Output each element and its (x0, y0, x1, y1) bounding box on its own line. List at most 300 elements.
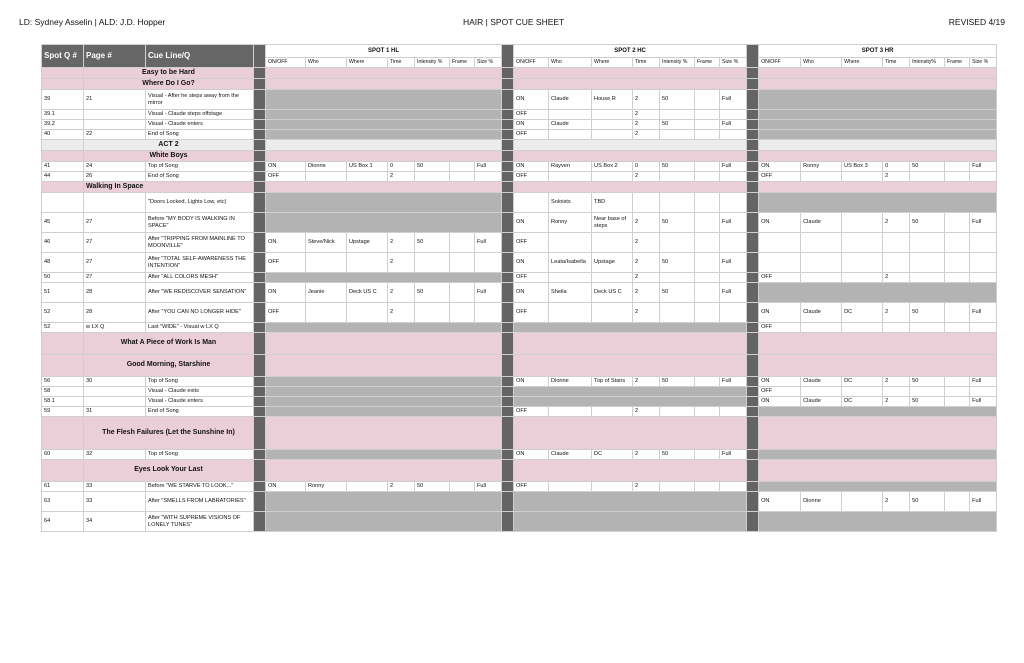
spot-3-size-cell (970, 253, 997, 273)
separator (747, 120, 759, 130)
separator (747, 460, 759, 482)
spot-2-on-off-cell (514, 193, 549, 213)
spot-1-time-cell: 2 (388, 303, 415, 323)
spot-2-frame-cell (695, 193, 720, 213)
spot-2-size-cell (720, 130, 747, 140)
spot-1-on-off-cell: ON (266, 233, 306, 253)
spot-q-cell: 48 (42, 253, 84, 273)
empty-cell (514, 79, 747, 90)
spot-3-on-off-cell: ON (759, 162, 801, 172)
spot-1-where-cell: Deck US C (347, 283, 388, 303)
spot-3-intensity-cell: 50 (910, 397, 945, 407)
spot-q-cell: 39.2 (42, 120, 84, 130)
spot-2-frame-cell (695, 407, 720, 417)
spot-1-on-off-cell: OFF (266, 253, 306, 273)
spot-2-intensity-cell: 50 (660, 253, 695, 273)
cue-row (42, 110, 997, 120)
spot-2-who-cell (549, 273, 592, 283)
spot-3-on-off-cell: ON (759, 492, 801, 512)
spot-2-on-off-cell: OFF (514, 407, 549, 417)
separator (254, 253, 266, 273)
page-cell: 24 (84, 162, 146, 172)
spot-q-cell: 51 (42, 283, 84, 303)
spot-3-where-cell (842, 213, 883, 233)
empty-cell (514, 140, 747, 151)
spot-1-inactive-cell (266, 397, 502, 407)
spot-2-time-cell: 2 (633, 303, 660, 323)
separator (254, 397, 266, 407)
separator (502, 68, 514, 79)
col-intensity: Intensity% (910, 58, 945, 68)
empty-cell (42, 79, 84, 90)
col-frame: Frame (450, 58, 475, 68)
spot-1-header: SPOT 1 HL (266, 45, 502, 58)
spot-2-frame-cell (695, 213, 720, 233)
spot-3-frame-cell (945, 233, 970, 253)
spot-1-size-cell: Full (475, 482, 502, 492)
cue-row (42, 193, 997, 213)
cue-line-cell: After "WE REDISCOVER SENSATION" (146, 283, 254, 303)
spot-3-where-cell (842, 273, 883, 283)
separator (747, 140, 759, 151)
spot-1-inactive-cell (266, 450, 502, 460)
spot-2-frame-cell (695, 110, 720, 120)
spot-1-inactive-cell (266, 377, 502, 387)
separator (254, 151, 266, 162)
cue-row (42, 273, 997, 283)
spot-2-size-cell: Full (720, 253, 747, 273)
separator (254, 355, 266, 377)
spot-1-on-off-cell: OFF (266, 172, 306, 182)
spot-2-time-cell: 2 (633, 482, 660, 492)
page-cell (84, 110, 146, 120)
spot-2-intensity-cell (660, 303, 695, 323)
spot-1-where-cell: Upstage (347, 233, 388, 253)
separator (502, 407, 514, 417)
empty-cell (42, 460, 84, 482)
separator (502, 79, 514, 90)
empty-cell (514, 417, 747, 450)
spot-2-on-off-cell: ON (514, 162, 549, 172)
spot-2-frame-cell (695, 253, 720, 273)
empty-cell (42, 151, 84, 162)
spot-1-intensity-cell: 50 (415, 482, 450, 492)
spot-2-inactive-cell (514, 492, 747, 512)
cue-line-cell: Visual - Claude steps offstage (146, 110, 254, 120)
song-title: White Boys (84, 151, 254, 162)
cue-line-cell: Visual - After he steps away from the mirror (146, 90, 254, 110)
col-time: Time (388, 58, 415, 68)
separator (747, 172, 759, 182)
spot-2-who-cell: Rayven (549, 162, 592, 172)
empty-cell (266, 460, 502, 482)
separator (747, 283, 759, 303)
empty-cell (759, 460, 997, 482)
separator (747, 303, 759, 323)
spot-2-who-cell (549, 482, 592, 492)
empty-cell (266, 417, 502, 450)
spot-1-size-cell: Full (475, 233, 502, 253)
empty-cell (514, 460, 747, 482)
spot-3-time-cell: 2 (883, 273, 910, 283)
empty-cell (759, 355, 997, 377)
separator (254, 377, 266, 387)
page-cell (84, 120, 146, 130)
song-title-row (42, 355, 997, 377)
spot-2-on-off-cell: OFF (514, 110, 549, 120)
spot-3-time-cell: 2 (883, 492, 910, 512)
spot-3-where-cell: US Box 3 (842, 162, 883, 172)
song-title-row (42, 333, 997, 355)
spot-q-cell: 39 (42, 90, 84, 110)
spot-3-who-cell: Claude (801, 377, 842, 387)
spot-3-time-cell (883, 387, 910, 397)
separator (502, 460, 514, 482)
spot-1-intensity-cell: 50 (415, 162, 450, 172)
spot-1-frame-cell (450, 172, 475, 182)
cue-row (42, 283, 997, 303)
spot-3-on-off-cell: OFF (759, 273, 801, 283)
separator (502, 253, 514, 273)
lighting-designers: LD: Sydney Asselin | ALD: J.D. Hopper (19, 17, 166, 27)
spot-2-on-off-cell: ON (514, 213, 549, 233)
spot-3-where-cell (842, 253, 883, 273)
cue-rows (42, 68, 997, 532)
spot-1-on-off-cell: ON (266, 482, 306, 492)
cue-row (42, 450, 997, 460)
empty-cell (42, 333, 84, 355)
page-cell: 26 (84, 172, 146, 182)
song-title: Easy to be Hard (84, 68, 254, 79)
spot-2-frame-cell (695, 130, 720, 140)
spot-2-intensity-cell (660, 110, 695, 120)
separator (502, 172, 514, 182)
spot-2-size-cell (720, 407, 747, 417)
cue-line-cell: After "TRIPPING FROM MAINLINE TO MOONVILLE" (146, 233, 254, 253)
separator (502, 193, 514, 213)
col-size: Size % (475, 58, 502, 68)
cue-line-cell: Visual - Claude exits (146, 387, 254, 397)
separator (254, 407, 266, 417)
spot-2-where-cell: Deck US C (592, 283, 633, 303)
spot-1-inactive-cell (266, 512, 502, 532)
spot-3-size-cell: Full (970, 492, 997, 512)
spot-3-who-cell (801, 323, 842, 333)
spot-1-time-cell: 2 (388, 172, 415, 182)
spot-2-intensity-cell: 50 (660, 162, 695, 172)
spot-3-on-off-cell: ON (759, 377, 801, 387)
spot-3-on-off-cell (759, 233, 801, 253)
separator (502, 303, 514, 323)
spot-2-size-cell (720, 172, 747, 182)
spot-2-where-cell (592, 172, 633, 182)
spot-3-time-cell: 2 (883, 377, 910, 387)
spot-3-frame-cell (945, 162, 970, 172)
spot-2-time-cell: 2 (633, 283, 660, 303)
cue-row (42, 303, 997, 323)
col-where: Where (842, 58, 883, 68)
col-size: Size % (970, 58, 997, 68)
spot-2-frame-cell (695, 90, 720, 110)
spot-2-who-cell: Soloists (549, 193, 592, 213)
separator (502, 355, 514, 377)
spot-2-time-cell: 2 (633, 172, 660, 182)
separator (254, 140, 266, 151)
cue-row (42, 377, 997, 387)
spot-2-size-cell (720, 482, 747, 492)
spot-2-who-cell (549, 407, 592, 417)
separator (747, 492, 759, 512)
spot-3-frame-cell (945, 323, 970, 333)
separator (502, 387, 514, 397)
spot-2-time-cell: 2 (633, 450, 660, 460)
cue-row (42, 213, 997, 233)
separator (254, 193, 266, 213)
cue-row (42, 120, 997, 130)
spot-3-where-cell: DC (842, 377, 883, 387)
col-who: Who (549, 58, 592, 68)
separator (502, 120, 514, 130)
spot-2-frame-cell (695, 120, 720, 130)
spot-2-who-cell: Leata/Isabella (549, 253, 592, 273)
separator (747, 377, 759, 387)
separator (254, 450, 266, 460)
spot-1-where-cell (347, 253, 388, 273)
spot-1-intensity-cell (415, 172, 450, 182)
spot-2-inactive-cell (514, 323, 747, 333)
separator (747, 512, 759, 532)
spot-1-on-off-cell: OFF (266, 303, 306, 323)
spot-1-size-cell (475, 303, 502, 323)
empty-cell (266, 151, 502, 162)
spot-1-frame-cell (450, 303, 475, 323)
separator (747, 417, 759, 450)
spot-2-where-cell: House R (592, 90, 633, 110)
page-cell: 28 (84, 283, 146, 303)
spot-2-intensity-cell: 50 (660, 90, 695, 110)
cue-row (42, 130, 997, 140)
spot-3-where-cell: DC (842, 303, 883, 323)
spot-2-header: SPOT 2 HC (514, 45, 747, 58)
spot-2-on-off-cell: OFF (514, 273, 549, 283)
spot-2-where-cell: DC (592, 450, 633, 460)
spot-2-time-cell: 2 (633, 213, 660, 233)
song-title-row (42, 79, 997, 90)
spot-1-inactive-cell (266, 110, 502, 120)
spot-1-intensity-cell (415, 253, 450, 273)
separator (254, 387, 266, 397)
cue-line-cell: Visual - Claude enters (146, 397, 254, 407)
spot-2-intensity-cell: 50 (660, 120, 695, 130)
spot-2-where-cell (592, 407, 633, 417)
spot-3-intensity-cell (910, 172, 945, 182)
col-intensity: Intensity % (415, 58, 450, 68)
separator (502, 273, 514, 283)
separator (254, 68, 266, 79)
spot-1-size-cell: Full (475, 162, 502, 172)
spot-2-inactive-cell (514, 397, 747, 407)
spot-q-cell: 46 (42, 233, 84, 253)
spot-2-where-cell (592, 120, 633, 130)
spot-2-frame-cell (695, 162, 720, 172)
spot-2-who-cell: Claude (549, 120, 592, 130)
empty-cell (514, 333, 747, 355)
spot-2-on-off-cell: ON (514, 90, 549, 110)
separator (254, 417, 266, 450)
spot-2-size-cell (720, 303, 747, 323)
spot-2-who-cell: Claude (549, 450, 592, 460)
song-title: Eyes Look Your Last (84, 460, 254, 482)
spot-3-inactive-cell (759, 193, 997, 213)
spot-1-on-off-cell: ON (266, 162, 306, 172)
spot-3-where-cell (842, 172, 883, 182)
spot-2-intensity-cell (660, 193, 695, 213)
spot-3-intensity-cell: 50 (910, 377, 945, 387)
separator (747, 397, 759, 407)
separator (254, 273, 266, 283)
empty-cell (266, 140, 502, 151)
spot-3-inactive-cell (759, 110, 997, 120)
spot-3-time-cell (883, 233, 910, 253)
song-title: What A Piece of Work Is Man (84, 333, 254, 355)
spot-1-where-cell (347, 172, 388, 182)
cue-line-cell: Visual - Claude enters (146, 120, 254, 130)
spot-2-where-cell (592, 233, 633, 253)
spot-1-time-cell: 0 (388, 162, 415, 172)
separator (254, 90, 266, 110)
spot-q-cell: 58 (42, 387, 84, 397)
spot-q-cell: 52 (42, 323, 84, 333)
spot-2-on-off-cell: OFF (514, 130, 549, 140)
empty-cell (759, 151, 997, 162)
spot-3-on-off-cell: OFF (759, 387, 801, 397)
spot-3-on-off-cell: ON (759, 397, 801, 407)
sheet-title: HAIR | SPOT CUE SHEET (463, 17, 565, 27)
spot-q-cell: 60 (42, 450, 84, 460)
page-cell (84, 397, 146, 407)
cue-line-cell: Before "MY BODY IS WALKING IN SPACE" (146, 213, 254, 233)
separator (254, 172, 266, 182)
col-on-off: ON/OFF (266, 58, 306, 68)
spot-q-cell: 64 (42, 512, 84, 532)
spot-2-intensity-cell (660, 273, 695, 283)
separator (502, 45, 514, 68)
spot-3-frame-cell (945, 397, 970, 407)
separator (747, 130, 759, 140)
spot-2-intensity-cell (660, 130, 695, 140)
separator (747, 162, 759, 172)
spot-3-size-cell: Full (970, 377, 997, 387)
spot-q-cell (42, 193, 84, 213)
col-where: Where (592, 58, 633, 68)
page-cell (84, 193, 146, 213)
spot-1-time-cell: 2 (388, 482, 415, 492)
cue-row (42, 397, 997, 407)
spot-1-who-cell: Ronny (306, 482, 347, 492)
spot-1-size-cell (475, 172, 502, 182)
spot-2-where-cell: Near base of steps (592, 213, 633, 233)
separator (747, 387, 759, 397)
separator (254, 333, 266, 355)
spot-3-where-cell (842, 492, 883, 512)
cue-row (42, 407, 997, 417)
spot-2-where-cell: Upstage (592, 253, 633, 273)
spot-2-where-cell (592, 273, 633, 283)
spot-1-intensity-cell: 50 (415, 233, 450, 253)
spot-1-where-cell (347, 303, 388, 323)
empty-cell (42, 417, 84, 450)
spot-2-where-cell: Top of Stairs (592, 377, 633, 387)
spot-2-where-cell (592, 482, 633, 492)
cue-row (42, 90, 997, 110)
spot-1-inactive-cell (266, 492, 502, 512)
separator (747, 482, 759, 492)
spot-1-frame-cell (450, 283, 475, 303)
spot-2-frame-cell (695, 283, 720, 303)
separator (747, 182, 759, 193)
separator (502, 323, 514, 333)
spot-2-on-off-cell: ON (514, 283, 549, 303)
spot-2-intensity-cell (660, 482, 695, 492)
spot-1-inactive-cell (266, 273, 502, 283)
spot-2-time-cell: 2 (633, 273, 660, 283)
spot-3-inactive-cell (759, 120, 997, 130)
spot-3-header: SPOT 3 HR (759, 45, 997, 58)
song-title-row (42, 68, 997, 79)
spot-2-frame-cell (695, 233, 720, 253)
spot-3-time-cell: 0 (883, 162, 910, 172)
separator (747, 151, 759, 162)
separator (502, 151, 514, 162)
spot-3-inactive-cell (759, 482, 997, 492)
empty-cell (266, 333, 502, 355)
separator (747, 68, 759, 79)
spot-3-time-cell: 2 (883, 303, 910, 323)
separator (747, 407, 759, 417)
song-title-row (42, 182, 997, 193)
act-title: ACT 2 (84, 140, 254, 151)
page-cell (84, 387, 146, 397)
spot-3-time-cell: 2 (883, 172, 910, 182)
spot-1-who-cell: Steve/Nick (306, 233, 347, 253)
spot-3-frame-cell (945, 213, 970, 233)
spot-1-where-cell (347, 482, 388, 492)
spot-1-where-cell: US Box 1 (347, 162, 388, 172)
spot-2-time-cell: 2 (633, 253, 660, 273)
spot-2-on-off-cell: OFF (514, 172, 549, 182)
header-row-spots (42, 45, 997, 58)
spot-1-size-cell: Full (475, 283, 502, 303)
separator (502, 397, 514, 407)
cue-row (42, 253, 997, 273)
separator (747, 333, 759, 355)
separator (747, 193, 759, 213)
cue-row (42, 482, 997, 492)
separator (502, 482, 514, 492)
spot-1-inactive-cell (266, 407, 502, 417)
col-frame: Frame (945, 58, 970, 68)
song-title-row (42, 417, 997, 450)
col-who: Who (306, 58, 347, 68)
separator (502, 233, 514, 253)
spot-3-intensity-cell (910, 233, 945, 253)
spot-3-frame-cell (945, 303, 970, 323)
spot-3-size-cell (970, 273, 997, 283)
page-cell: 27 (84, 253, 146, 273)
spot-3-intensity-cell (910, 387, 945, 397)
col-page: Page # (84, 45, 146, 68)
spot-3-inactive-cell (759, 90, 997, 110)
